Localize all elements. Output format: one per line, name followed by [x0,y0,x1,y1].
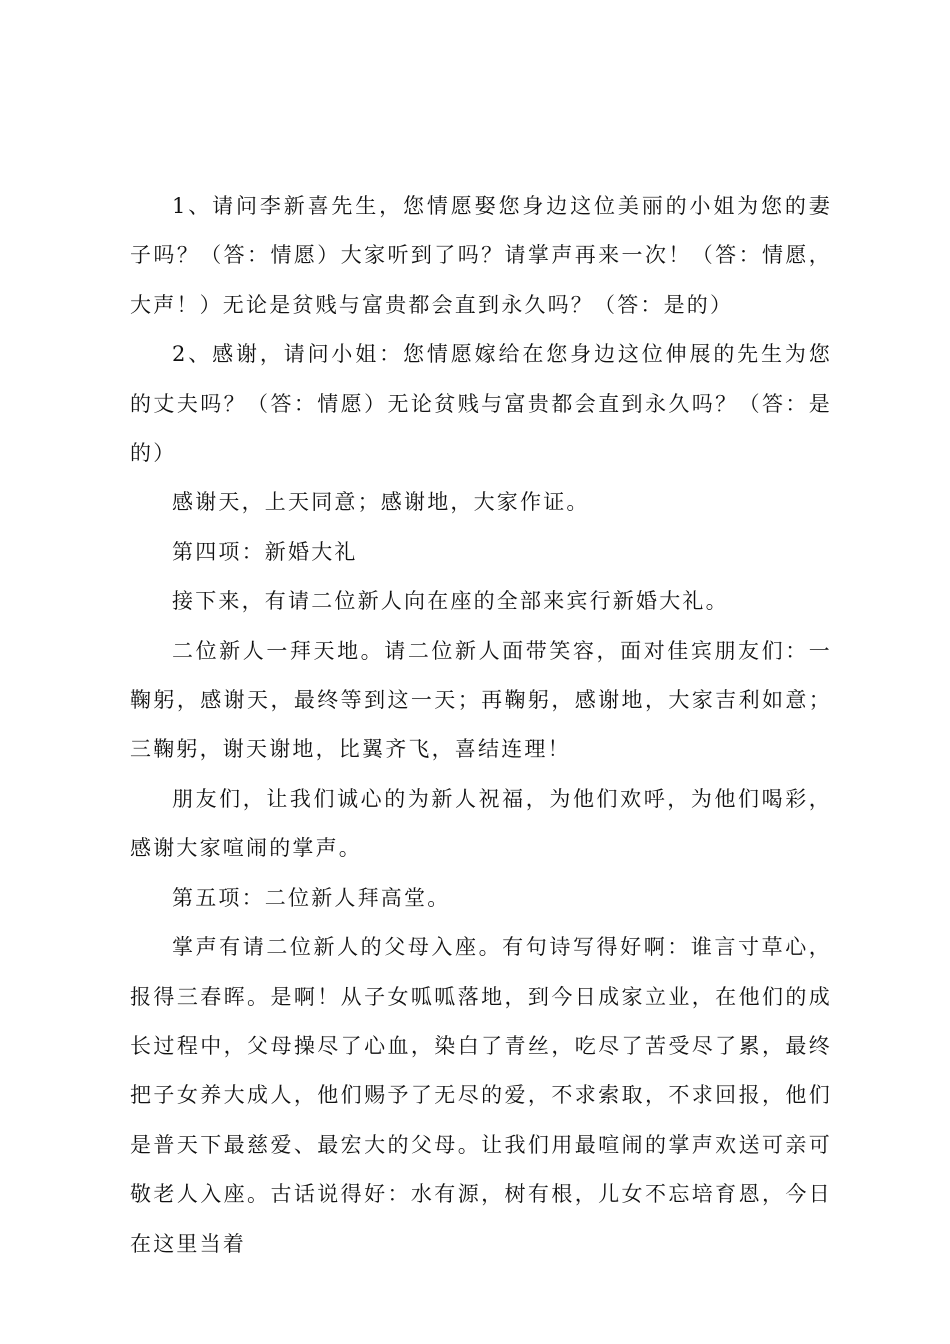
section-heading-item-four: 第四项：新婚大礼 [172,539,358,564]
paragraph-vow-bride: 2、感谢，请问小姐：您情愿嫁给在您身边这位伸展的先生为您的丈夫吗？（答：情愿）无论贫贱与富贵都会直到永久吗？（答：是的） [130,342,832,466]
document-body [130,182,832,1269]
paragraph-vow-groom: 1、请问李新喜先生，您情愿娶您身边这位美丽的小姐为您的妻子吗？（答：情愿）大家听到了吗？请掌声再来一次！（答：情愿，大声！）无论是贫贱与富贵都会直到永久吗？（答：是的） [130,194,832,317]
paragraph-wedding-ceremony-intro: 接下来，有请二位新人向在座的全部来宾行新婚大礼。 [172,589,729,614]
paragraph-bow-to-heaven-earth: 二位新人一拜天地。请二位新人面带笑容，面对佳宾朋友们：一鞠躬，感谢天，最终等到这一天；再鞠躬，感谢地，大家吉利如意；三鞠躬，谢天谢地，比翼齐飞，喜结连理！ [130,638,832,762]
paragraph-thanks-heaven-earth: 感谢天，上天同意；感谢地，大家作证。 [172,490,590,515]
paragraph-parents-seated: 掌声有请二位新人的父母入座。有句诗写得好啊：谁言寸草心，报得三春晖。是啊！从子女呱呱落地，到今日成家立业，在他们的成长过程中，父母操尽了心血，染白了青丝，吃尽了苦受尽了累，最终把子女养大成人，他们赐予了无尽的爱，不求索取，不求回报，他们是普天下最慈爱、最宏大的父母。让我们用最喧闹的掌声欢送可亲可敬老人入座。古话说得好：水有源，树有根，儿女不忘培育恩，今日在这里当着 [130,935,832,1256]
paragraph-blessing: 朋友们，让我们诚心的为新人祝福，为他们欢呼，为他们喝彩，感谢大家喧闹的掌声。 [130,786,832,861]
section-heading-item-five: 第五项：二位新人拜高堂。 [172,885,451,910]
